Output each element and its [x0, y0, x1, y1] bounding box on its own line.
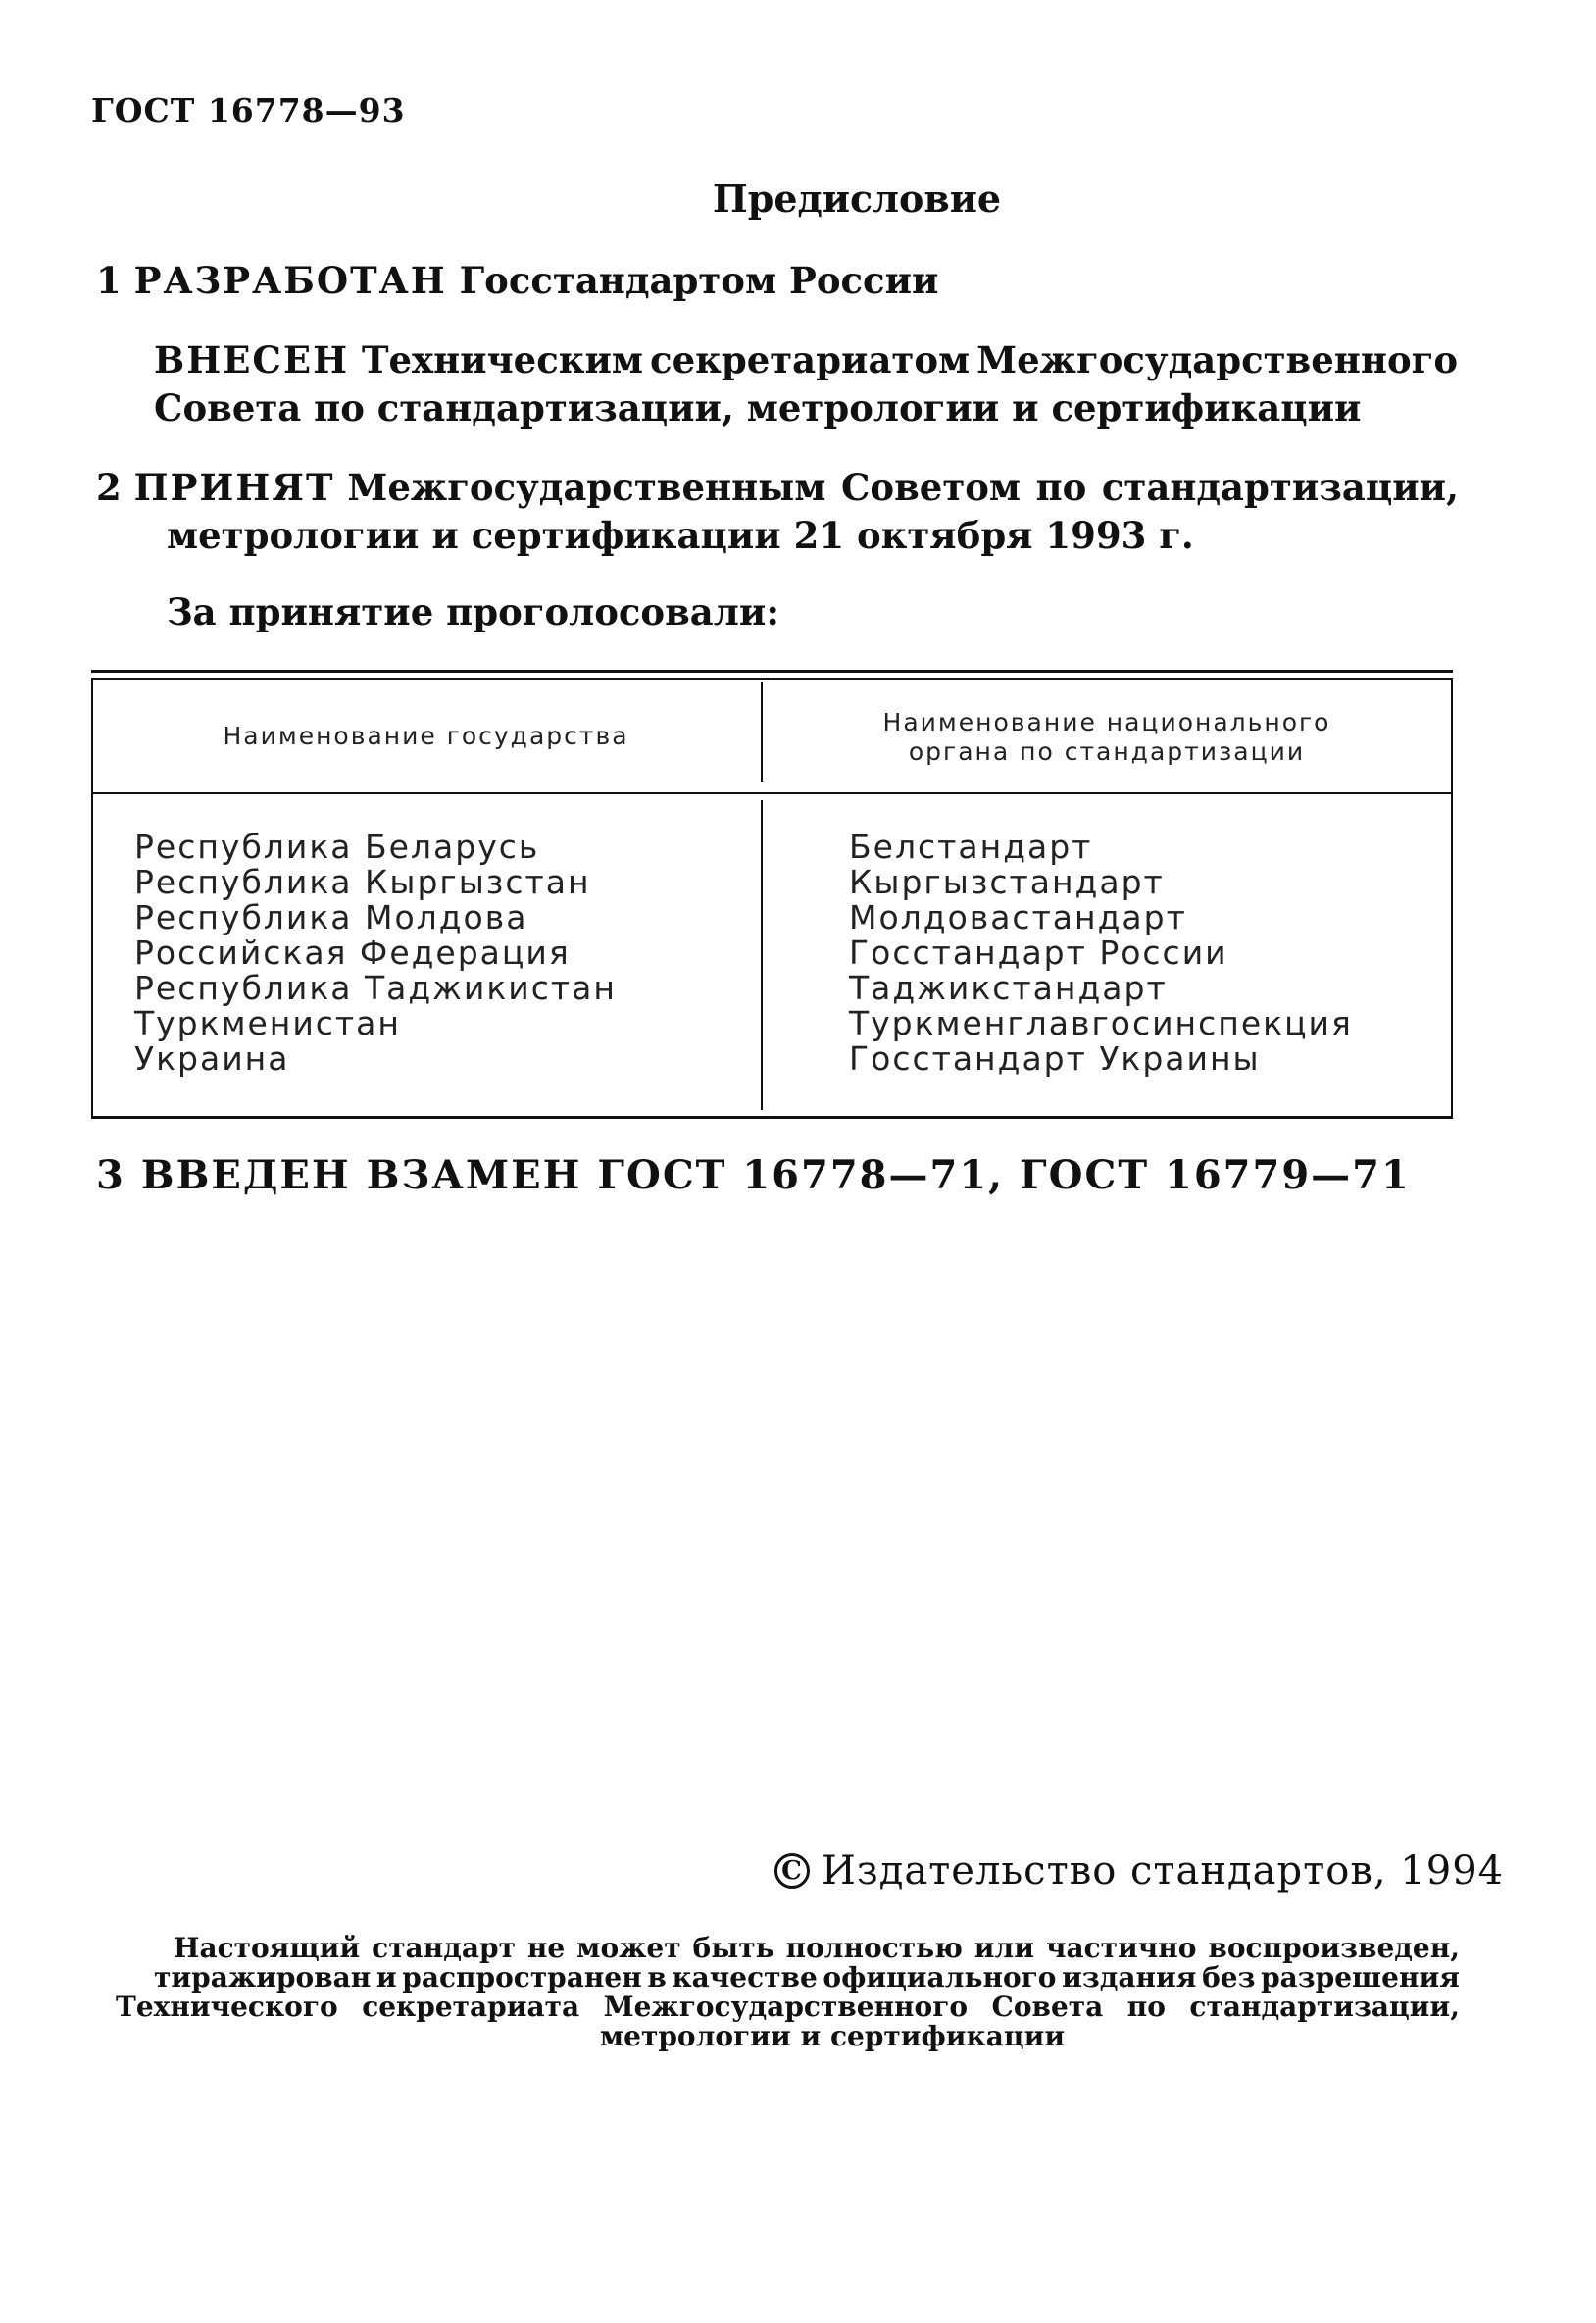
copyright-icon: С [774, 1853, 810, 1889]
table-header-rule [91, 792, 1453, 794]
table-header-state: Наименование государства [223, 722, 629, 750]
table-cell-body: Кыргызстандарт [849, 863, 1165, 901]
table-cell-body: Таджикстандарт [849, 969, 1168, 1007]
header-line: Наименование национального [882, 708, 1331, 736]
word: стандартизации, [1189, 1991, 1460, 2023]
item-adopted-line-1 [96, 464, 1459, 511]
table-top-rule-inner [91, 678, 1453, 680]
word: быть [692, 1932, 774, 1964]
word: может [576, 1932, 681, 1964]
table-bottom-rule [91, 1116, 1453, 1119]
table-cell-state: Республика Кыргызстан [134, 863, 591, 901]
word: и [375, 1961, 397, 1994]
word: секретариата [362, 1991, 580, 2023]
table-cell-state: Туркменистан [134, 1004, 401, 1042]
table-column-bodies [849, 830, 1353, 1077]
table-cell-state: Республика Молдова [134, 898, 528, 936]
word: распространен [402, 1961, 642, 1994]
word: частично [1046, 1932, 1197, 1964]
table-cell-state: Российская Федерация [134, 934, 571, 972]
word: качестве [672, 1961, 818, 1994]
notice-line-3 [116, 1993, 1460, 2022]
publisher-line [774, 1848, 1504, 1894]
word: тиражирован [154, 1961, 372, 1994]
table-header-body [761, 708, 1453, 767]
word: Советом [840, 466, 1022, 509]
word: полностью [785, 1932, 963, 1964]
word: стандарт [372, 1932, 516, 1964]
notice-line-1 [174, 1934, 1460, 1963]
submitted-line-2: Совета по стандартизации, метрологии и сертификации [154, 386, 1362, 429]
word: в [647, 1961, 667, 1994]
table-top-rule [91, 670, 1453, 673]
item-developed [96, 257, 938, 304]
word: секретариатом [650, 338, 971, 381]
item-keyword: ПРИНЯТ [133, 466, 335, 509]
word: по [1126, 1991, 1166, 2023]
preface-title: Предисловие [712, 177, 1002, 221]
item-text: Госстандартом России [459, 259, 939, 302]
word: Межгосударственного [976, 338, 1458, 381]
word: не [526, 1932, 566, 1964]
word: издания [1062, 1961, 1197, 1994]
word: Техническим [361, 338, 644, 381]
word: Технического [116, 1991, 338, 2023]
table-cell-body: Молдовастандарт [849, 898, 1187, 936]
item-number: 1 [96, 259, 122, 302]
word: или [973, 1932, 1035, 1964]
item-keyword: РАЗРАБОТАН [133, 259, 447, 302]
word: разрешения [1261, 1961, 1460, 1994]
submitted-keyword: ВНЕСЕН [154, 338, 350, 381]
table-cell-body: Туркменглавгосинспекция [849, 1004, 1353, 1042]
table-cell-body: Госстандарт России [849, 934, 1228, 972]
vote-label: За принятие проголосовали: [167, 590, 779, 633]
word: воспроизведен, [1208, 1932, 1460, 1964]
word: Межгосударственным [347, 466, 826, 509]
word: без [1202, 1961, 1256, 1994]
item-adopted-line-2: метрологии и сертификации 21 октября 1993 г. [167, 514, 1194, 557]
notice-line-4: метрологии и сертификации [599, 2020, 1066, 2052]
header-line: органа по стандартизации [908, 737, 1306, 766]
word: Совета [991, 1991, 1104, 2023]
table-cell-state: Украина [134, 1039, 290, 1078]
table-cell-state: Республика Беларусь [134, 828, 540, 866]
table-cell-body: Госстандарт Украины [849, 1039, 1261, 1078]
item-replaces: 3 ВВЕДЕН ВЗАМЕН ГОСТ 16778—71, ГОСТ 16779—71 [96, 1152, 1411, 1198]
item-number: 2 [96, 466, 122, 509]
notice-line-2 [154, 1963, 1460, 1993]
table-column-divider [761, 800, 763, 1110]
document-code: ГОСТ 16778—93 [91, 91, 406, 129]
word: Межгосударственного [603, 1991, 969, 2023]
word: официального [823, 1961, 1057, 1994]
word: Настоящий [174, 1932, 361, 1964]
table-cell-state: Республика Таджикистан [134, 969, 617, 1007]
word: по [1035, 466, 1087, 509]
submitted-line-1 [154, 336, 1458, 383]
publisher-text: Издательство стандартов, 1994 [822, 1848, 1505, 1894]
table-cell-body: Белстандарт [849, 828, 1093, 866]
word: стандартизации, [1101, 466, 1459, 509]
table-column-states [134, 830, 617, 1077]
